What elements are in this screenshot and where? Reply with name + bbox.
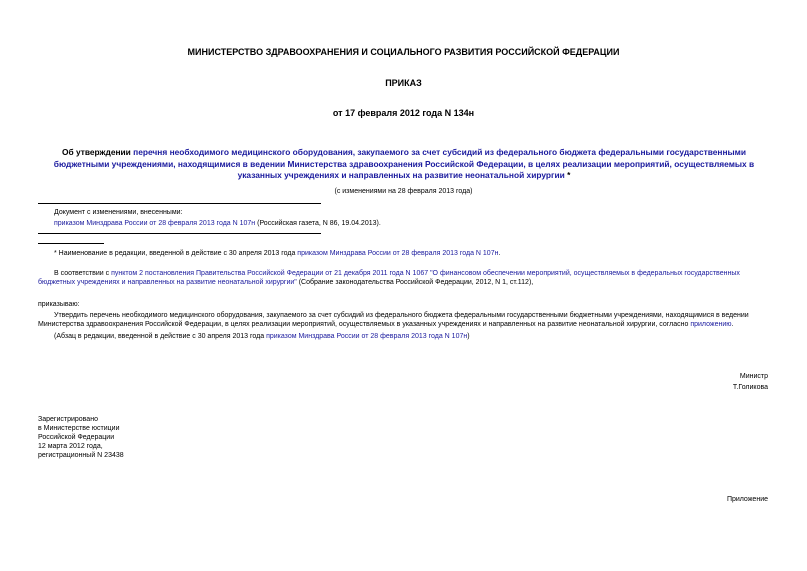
basis-suffix: (Собрание законодательства Российской Федерации, 2012, N 1, ст.112), bbox=[296, 279, 534, 286]
amend-link[interactable]: приказом Минздрава России от 28 февраля 2013 года N 107н bbox=[54, 220, 256, 227]
amend-bottom-divider bbox=[38, 233, 321, 234]
registration-block bbox=[38, 415, 238, 460]
amend-source bbox=[54, 219, 774, 228]
registration-line: 12 марта 2012 года, bbox=[38, 443, 103, 450]
document-subject bbox=[38, 147, 770, 182]
subject-link[interactable]: перечня необходимого медицинского оборудования, закупаемого за счет субсидий из федерального бюджета федеральными государственными бюджетными учреждениями, находящимися в ведении Министерства здравоохранения Российской Федерации, в целях реализации мероприятий, осуществляемых в указанных учреждениях и направленных на развитие неонатальной хирургии bbox=[53, 147, 755, 180]
footnote bbox=[54, 249, 774, 258]
decision-end: . bbox=[731, 321, 734, 328]
footnote-link[interactable]: приказом Минздрава России от 28 февраля 2013 года N 107н bbox=[297, 250, 499, 257]
decision-paragraph bbox=[38, 311, 770, 329]
amend-top-divider bbox=[38, 203, 321, 204]
subject-suffix: * bbox=[564, 170, 571, 180]
signature-name: Т.Голикова bbox=[732, 384, 768, 391]
doc-type-heading: ПРИКАЗ bbox=[385, 78, 422, 88]
signature-position: Министр bbox=[739, 373, 768, 380]
footnote-text: * Наименование в редакции, введенной в действие с 30 апреля 2013 года bbox=[54, 250, 298, 257]
appendix-link[interactable]: приложению bbox=[690, 321, 732, 328]
decision-text: Утвердить перечень необходимого медицинского оборудования, закупаемого за счет субсидий из федерального бюджета федеральными государственными бюджетными учреждениями, находящимися в ведении Министерства здравоохранения Российской Федерации, в целях реализации мероприятий, осуществляемых в указанных учреждениях и направленных на развитие неонатальной хирургии, согласно bbox=[38, 312, 749, 328]
order-word: приказываю: bbox=[38, 301, 80, 308]
doc-date-number: от 17 февраля 2012 года N 134н bbox=[332, 108, 475, 118]
basis-link[interactable]: пунктом 2 постановления Правительства Российской Федерации от 21 декабря 2011 года N 1067 "О финансовом обеспечении мероприятий, осуществляемых в федеральных государственных бюджетных учреждениях и направленных на развитие неонатальной хирургии" bbox=[38, 270, 740, 286]
abzac-link[interactable]: приказом Минздрава России от 28 февраля 2013 года N 107н bbox=[266, 333, 468, 340]
ministry-heading: МИНИСТЕРСТВО ЗДРАВООХРАНЕНИЯ И СОЦИАЛЬНОГО РАЗВИТИЯ РОССИЙСКОЙ ФЕДЕРАЦИИ bbox=[187, 47, 620, 57]
registration-line: Зарегистрировано bbox=[38, 416, 98, 423]
basis-paragraph bbox=[38, 269, 770, 287]
amend-source-text: (Российская газета, N 86, 19.04.2013). bbox=[255, 220, 381, 227]
registration-line: Российской Федерации bbox=[38, 434, 115, 441]
footnote-end: . bbox=[498, 250, 501, 257]
appendix-label: Приложение bbox=[726, 496, 768, 503]
basis-prefix: В соответствии с bbox=[54, 270, 112, 277]
registration-line: регистрационный N 23438 bbox=[38, 452, 124, 459]
abzac-note bbox=[54, 332, 774, 341]
registration-line: в Министерстве юстиции bbox=[38, 425, 120, 432]
amend-heading: Документ с изменениями, внесенными: bbox=[54, 209, 183, 216]
subject-prefix: Об утверждении bbox=[61, 147, 134, 157]
abzac-text: (Абзац в редакции, введенной в действие с 30 апреля 2013 года bbox=[54, 333, 267, 340]
footnote-divider bbox=[38, 243, 104, 244]
abzac-end: ) bbox=[467, 333, 470, 340]
changes-note: (с изменениями на 28 февраля 2013 года) bbox=[334, 188, 473, 195]
